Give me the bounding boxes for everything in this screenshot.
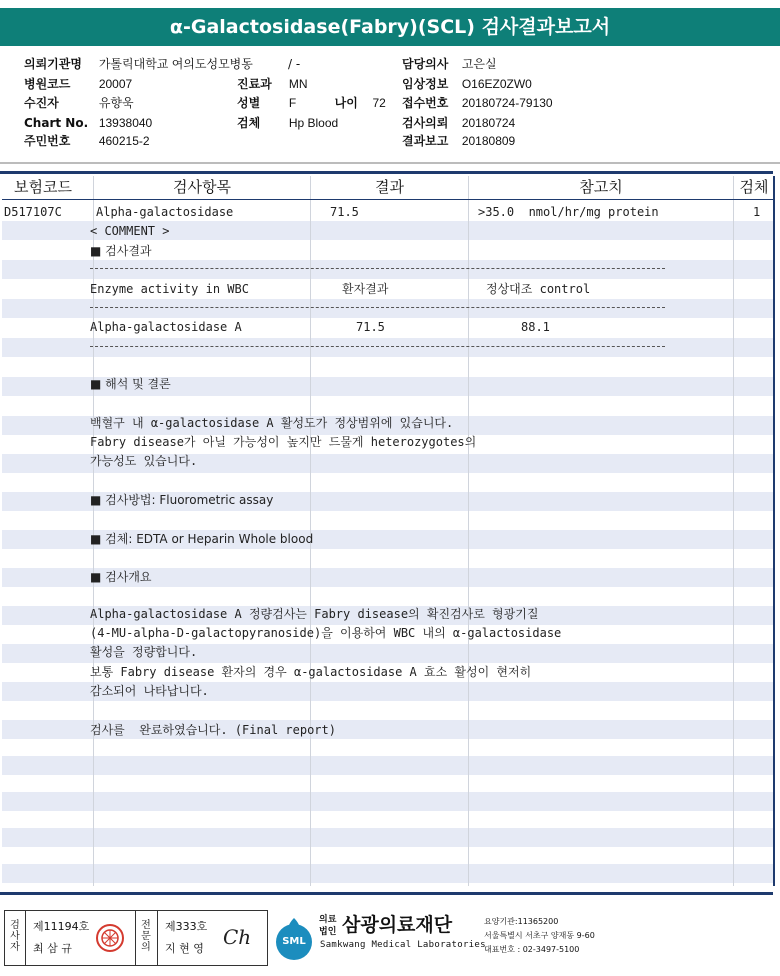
specimen-label: 검체 xyxy=(237,116,261,130)
result-table-head-patient: 환자결과 xyxy=(342,282,389,296)
result-table-control-value: 88.1 xyxy=(521,320,550,334)
dashed-rule xyxy=(90,307,665,308)
specialist-name: 지 현 영 xyxy=(165,942,204,955)
section-results: ■ 검사결과 xyxy=(90,244,152,258)
doctor-value: 고은실 xyxy=(461,57,497,71)
clinical-value: O16EZ0ZW0 xyxy=(461,77,532,91)
section-interpretation: ■ 해석 및 결론 xyxy=(90,377,171,391)
box-divider xyxy=(25,911,26,965)
dept-value: MN xyxy=(288,77,308,91)
stripe xyxy=(2,756,773,775)
overview-line-5: 감소되어 나타납니다. xyxy=(90,684,209,698)
section-overview: ■ 검사개요 xyxy=(90,570,152,584)
tester-name: 최 삼 규 xyxy=(33,942,72,955)
requested-label: 검사의뢰 xyxy=(402,116,449,130)
result-table-head-control: 정상대조 control xyxy=(486,282,591,296)
dashed-rule xyxy=(90,268,665,269)
org-institution-code: 요양기관:11365200 xyxy=(484,917,559,926)
age-value: 72 xyxy=(372,96,386,110)
accession-value: 20180724-79130 xyxy=(461,96,553,110)
row-item: Alpha-galactosidase xyxy=(96,205,234,219)
row-specimen: 1 xyxy=(753,205,761,219)
specialist-license-no: 제333호 xyxy=(165,920,208,933)
accession-row xyxy=(402,95,553,111)
patient-value: 유향욱 xyxy=(98,96,134,110)
tester-vertical-label: 검 사 자 xyxy=(10,920,20,953)
specialist-vertical-label: 전 문 의 xyxy=(141,920,151,953)
stripe xyxy=(2,864,773,883)
result-table-name: Alpha-galactosidase A xyxy=(90,320,242,334)
reported-value: 20180809 xyxy=(461,134,516,148)
sml-logo-icon xyxy=(272,912,316,962)
org-phone: 대표번호 : 02-3497-5100 xyxy=(484,945,580,954)
age-label: 나이 xyxy=(334,96,358,110)
requested-row xyxy=(402,115,515,131)
section-method: ■ 검사방법: Fluorometric assay xyxy=(90,493,274,507)
requester-label: 의뢰기관명 xyxy=(24,57,82,71)
sex-value: F xyxy=(288,96,297,110)
specialist-signature: Ch xyxy=(223,925,252,949)
requested-value: 20180724 xyxy=(461,116,516,130)
resident-label: 주민번호 xyxy=(24,134,71,148)
table-right-border xyxy=(773,176,775,886)
requester-value: 가톨릭대학교 여의도성모병동 xyxy=(98,57,253,71)
header-underline xyxy=(2,199,773,200)
overview-line-2: (4-MU-alpha-D-galactopyranoside)을 이용하여 WBC 내의 α-galactosidase xyxy=(90,626,562,640)
stripe xyxy=(2,299,773,318)
col-header-specimen: 검체 xyxy=(739,178,769,196)
box-divider xyxy=(135,911,136,965)
interpretation-line-2: Fabry disease가 아닐 가능성이 높지만 드물게 heterozygotes의 xyxy=(90,435,477,449)
dashed-rule xyxy=(90,346,665,347)
final-report-note: 검사를 완료하였습니다. (Final report) xyxy=(90,723,336,737)
col-header-result: 결과 xyxy=(375,178,404,196)
resident-row xyxy=(24,133,150,149)
org-prefix-2: 법인 xyxy=(319,927,337,937)
ward-value: / - xyxy=(288,57,301,71)
table-bottom-rule xyxy=(0,892,773,895)
row-reference: >35.0 nmol/hr/mg protein xyxy=(478,205,659,219)
column-divider xyxy=(468,176,469,886)
header-divider xyxy=(0,162,780,164)
sex-row xyxy=(237,95,386,111)
org-prefix-1: 의료 xyxy=(319,915,337,925)
clinical-label: 임상정보 xyxy=(402,77,449,91)
tester-license-no: 제11194호 xyxy=(33,920,90,933)
org-address: 서울특별시 서초구 양재동 9-60 xyxy=(484,931,595,940)
comment-header: < COMMENT > xyxy=(90,224,170,238)
table-top-rule xyxy=(0,171,773,174)
org-english-name: Samkwang Medical Laboratories xyxy=(320,940,486,950)
dept-row xyxy=(237,76,308,92)
column-divider xyxy=(733,176,734,886)
clinical-row xyxy=(402,76,532,92)
patient-label: 수진자 xyxy=(24,96,59,110)
col-header-item: 검사항목 xyxy=(173,178,231,196)
col-header-code: 보험코드 xyxy=(14,178,72,196)
chart-label: Chart No. xyxy=(24,116,89,130)
signature-box xyxy=(4,910,268,966)
chart-row xyxy=(24,115,152,131)
dept-label: 진료과 xyxy=(237,77,272,91)
accession-label: 접수번호 xyxy=(402,96,449,110)
stripe xyxy=(2,260,773,279)
row-result: 71.5 xyxy=(330,205,359,219)
col-header-ref: 참고치 xyxy=(579,178,623,196)
overview-line-4: 보통 Fabry disease 환자의 경우 α-galactosidase A 효소 활성이 현저히 xyxy=(90,665,532,679)
requester-row xyxy=(24,56,253,72)
hospital-code-row xyxy=(24,76,132,92)
stripe xyxy=(2,792,773,811)
result-table-head-enzyme: Enzyme activity in WBC xyxy=(90,282,249,296)
specimen-row xyxy=(237,115,338,131)
reported-row xyxy=(402,133,515,149)
section-specimen: ■ 검체: EDTA or Heparin Whole blood xyxy=(90,532,314,546)
hospital-code-label: 병원코드 xyxy=(24,77,71,91)
interpretation-line-1: 백혈구 내 α-galactosidase A 활성도가 정상범위에 있습니다. xyxy=(90,416,454,430)
interpretation-line-3: 가능성도 있습니다. xyxy=(90,454,198,468)
overview-line-1: Alpha-galactosidase A 정량검사는 Fabry disease의 확진검사로 형광기질 xyxy=(90,607,539,621)
specimen-value: Hp Blood xyxy=(288,116,339,130)
result-table-patient-value: 71.5 xyxy=(356,320,385,334)
stripe xyxy=(2,338,773,357)
report-title: α-Galactosidase(Fabry)(SCL) 검사결과보고서 xyxy=(0,8,780,46)
resident-value: 460215-2 xyxy=(98,134,150,148)
row-code: D517107C xyxy=(4,205,62,219)
doctor-row xyxy=(402,56,497,72)
stripe xyxy=(2,828,773,847)
overview-line-3: 활성을 정량합니다. xyxy=(90,645,198,659)
sex-label: 성별 xyxy=(237,96,261,110)
official-seal-icon xyxy=(95,923,125,953)
patient-row xyxy=(24,95,134,111)
org-name: 삼광의료재단 xyxy=(342,914,453,936)
chart-value: 13938040 xyxy=(98,116,153,130)
reported-label: 결과보고 xyxy=(402,134,449,148)
box-divider xyxy=(157,911,158,965)
hospital-code-value: 20007 xyxy=(98,77,133,91)
doctor-label: 담당의사 xyxy=(402,57,449,71)
logo-abbreviation: SML xyxy=(282,936,306,947)
